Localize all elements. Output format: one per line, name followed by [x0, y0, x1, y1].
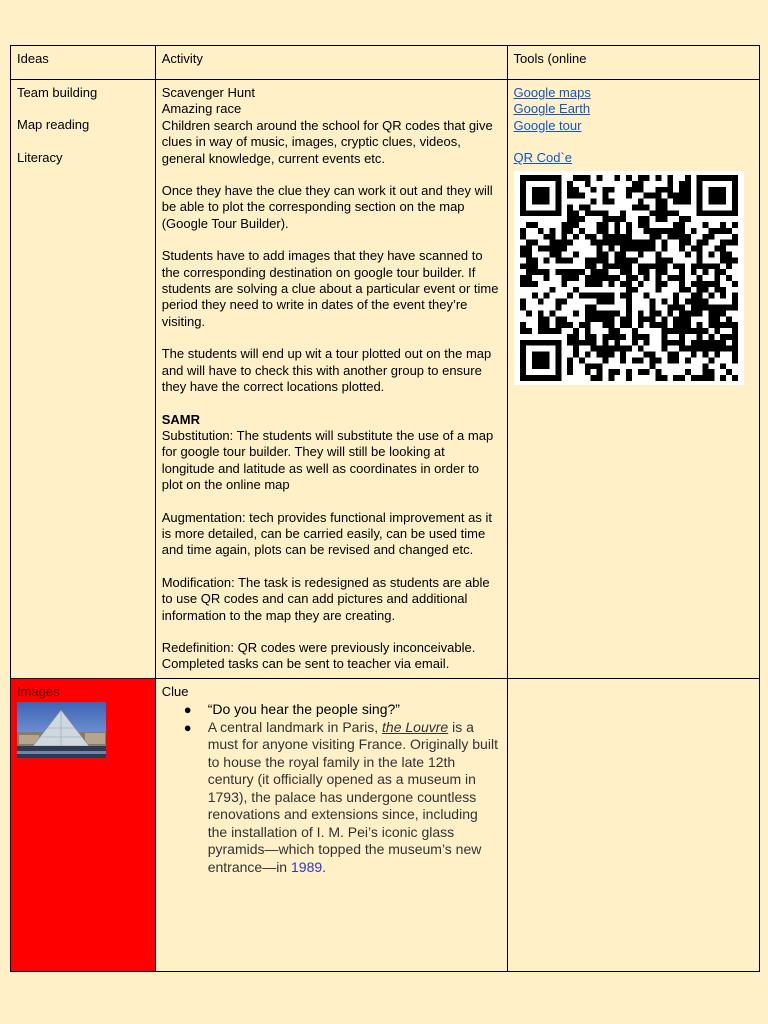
header-activity: Activity	[155, 46, 507, 80]
activity-paragraph: Children search around the school for QR codes that give clues in way of music, images, cryptic clues, videos, general knowledge, current events etc.	[161, 117, 493, 166]
qr-code-icon	[520, 175, 738, 381]
document-page	[10, 45, 760, 1010]
clue-text-end: .	[322, 858, 327, 875]
qr-code-link[interactable]: QR Cod`e	[513, 150, 573, 166]
bullet-icon: ●	[183, 702, 192, 718]
idea-map-reading: Map reading	[17, 117, 90, 133]
table-row	[11, 80, 760, 679]
tools-cell	[507, 80, 760, 679]
bullet-icon: ●	[183, 719, 192, 735]
samr-substitution: Substitution: The students will substitute the use of a map for google tour builder. They will still be looking at longitude and latitude as well as coordinates in order to plot on the online map	[161, 427, 494, 493]
activity-paragraph: Once they have the clue they can work it out and they will be able to plot the corresponding section on the map (Google Tour Builder).	[161, 183, 493, 231]
google-tour-link[interactable]: Google tour	[513, 117, 582, 133]
activity-line-scavenger: Scavenger Hunt	[161, 85, 255, 100]
list-item	[162, 719, 501, 877]
louvre-link[interactable]: the Louvre	[382, 718, 449, 735]
google-earth-link[interactable]: Google Earth	[513, 101, 591, 117]
clue-label: Clue	[161, 683, 189, 699]
louvre-photo	[17, 702, 106, 758]
images-label: Images	[17, 683, 60, 699]
clue-text-mid: is a must for anyone visiting France. Originally built to house the royal family in the late 12th century (it officially opened as a museum in 1793), the palace has undergone countless renovations and extensions since, including the installation of I. M. Pei’s iconic glass pyramids—which topped the museum’s new entrance—in	[207, 718, 498, 875]
clue-cell	[155, 678, 507, 971]
header-ideas: Ideas	[11, 46, 156, 80]
table-row	[11, 678, 760, 971]
activity-line-race: Amazing race	[161, 101, 242, 117]
idea-team-building: Team building	[17, 85, 98, 100]
list-item	[162, 701, 501, 719]
activity-paragraph: Students have to add images that they have scanned to the corresponding destination on google tour builder. If students are solving a clue about a particular event or time period they need to write in dates of the event they’re visiting.	[161, 248, 499, 329]
activity-paragraph: The students will end up wit a tour plotted out on the map and will have to check this with another group to ensure they have the correct locations plotted.	[161, 346, 492, 395]
idea-literacy: Literacy	[17, 149, 63, 165]
tools-cell-empty	[507, 678, 760, 971]
table-header-row	[11, 46, 760, 80]
activity-cell	[155, 80, 507, 679]
clue-bullet-text: “Do you hear the people sing?”	[207, 701, 400, 718]
clue-list	[162, 701, 501, 876]
samr-modification: Modification: The task is redesigned as students are able to use QR codes and can add pictures and additional information to the map they are creating.	[161, 574, 490, 623]
clue-text-pre: A central landmark in Paris,	[207, 718, 383, 735]
plan-table	[10, 45, 760, 972]
samr-heading: SAMR	[161, 411, 200, 427]
samr-redefinition: Redefinition: QR codes were previously inconceivable. Completed tasks can be sent to teacher via email.	[161, 639, 476, 672]
ideas-cell	[11, 80, 156, 679]
year-link[interactable]: 1989	[291, 858, 323, 875]
header-tools: Tools (online	[507, 46, 760, 80]
samr-augmentation: Augmentation: tech provides functional improvement as it is more detailed, can be carried easily, can be used time and time again, plots can be revised and changed etc.	[161, 509, 492, 558]
qr-code-image	[514, 171, 744, 385]
google-maps-link[interactable]: Google maps	[513, 85, 591, 100]
images-cell	[11, 678, 156, 971]
